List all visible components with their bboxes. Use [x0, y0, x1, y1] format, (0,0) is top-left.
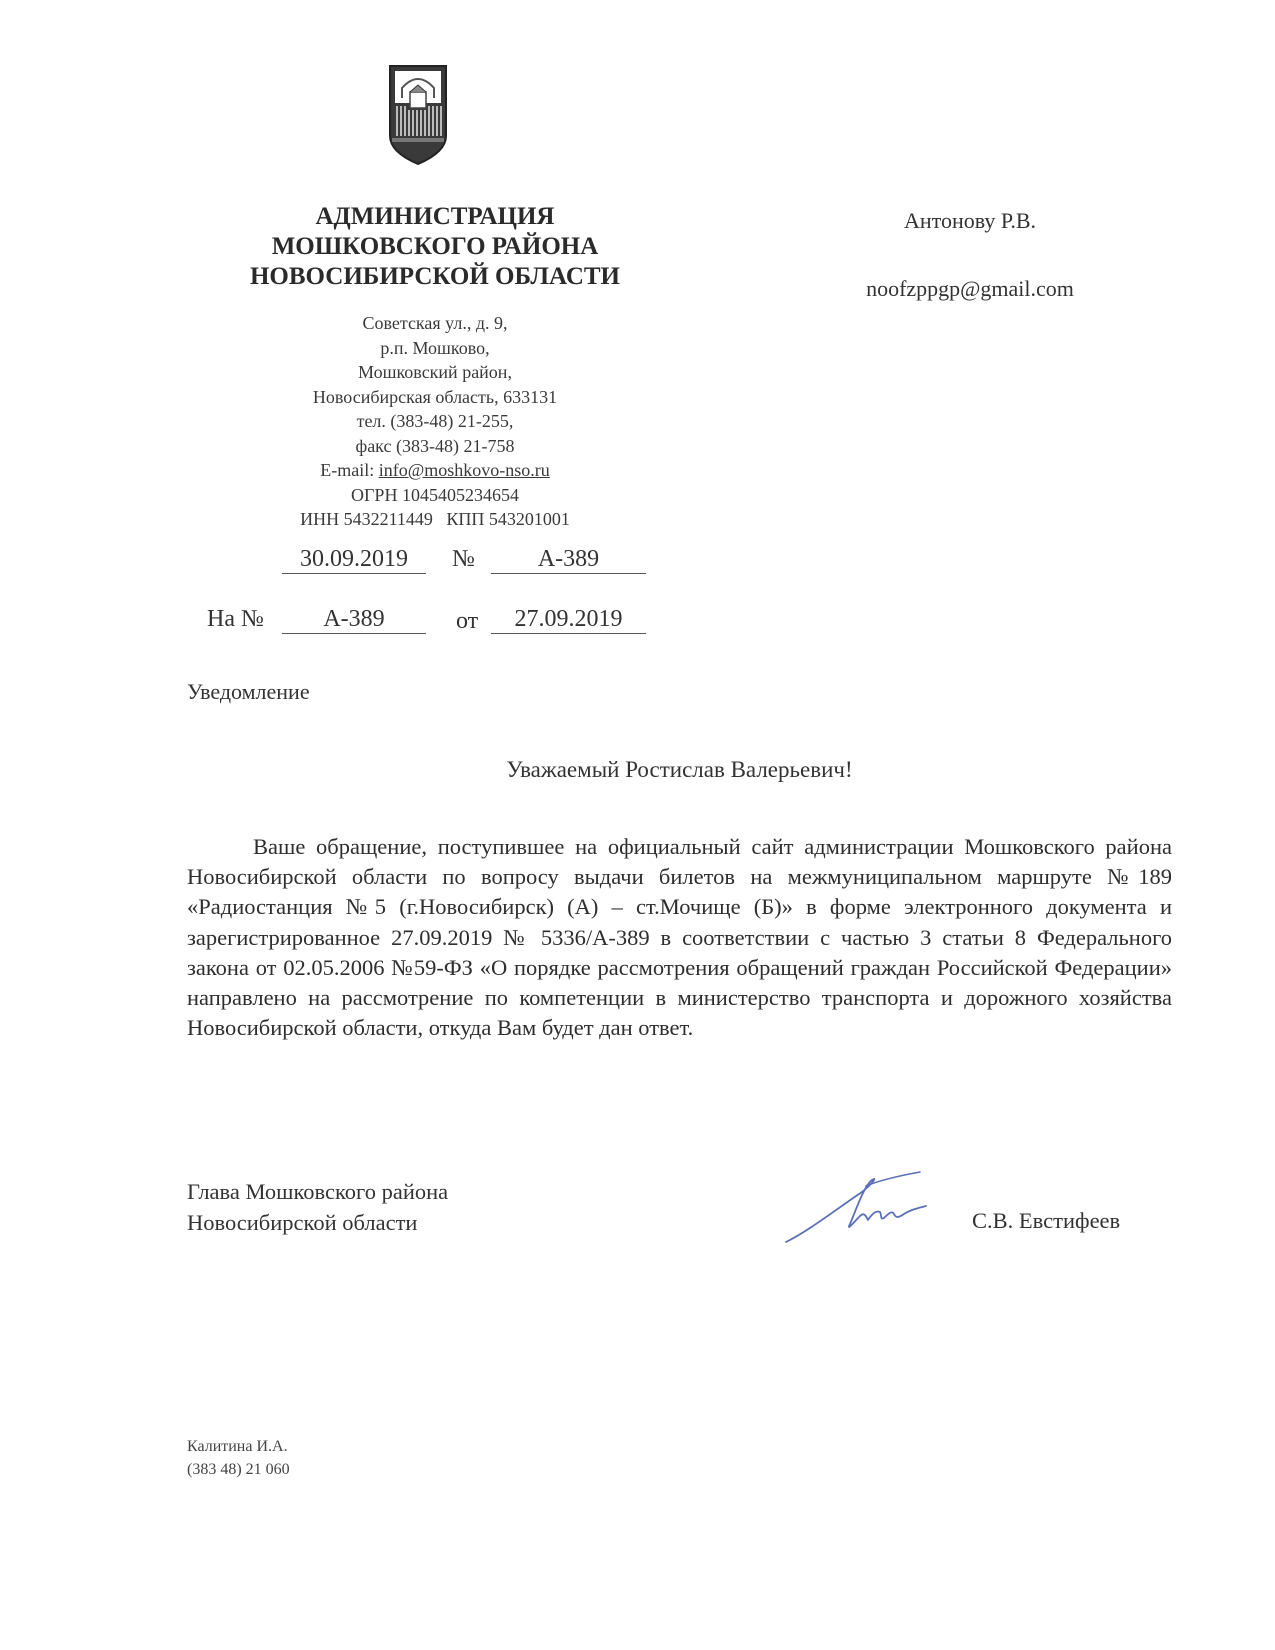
- email-label: E-mail:: [320, 460, 379, 480]
- address-line: Новосибирская область, 633131: [312, 386, 558, 407]
- organization-email-link[interactable]: info@moshkovo-nso.ru: [378, 460, 550, 480]
- email-line: [195, 458, 675, 483]
- outgoing-date: 30.09.2019: [282, 545, 426, 574]
- fax-line: факс (383-48) 21-758: [355, 435, 515, 456]
- org-name-line-1: АДМИНИСТРАЦИЯ: [315, 203, 555, 230]
- document-type: Уведомление: [187, 679, 310, 704]
- outgoing-number: А-389: [491, 545, 646, 574]
- address-line: р.п. Мошково,: [380, 337, 490, 358]
- org-name-line-3: НОВОСИБИРСКОЙ ОБЛАСТИ: [249, 263, 621, 290]
- reply-date: 27.09.2019: [491, 605, 646, 634]
- from-label: от: [456, 608, 479, 634]
- executor-phone: (383 48) 21 060: [187, 1461, 290, 1478]
- organization-name: [165, 202, 705, 292]
- addressee-name: Антонову Р.В.: [903, 208, 1037, 233]
- inn-kpp-line: ИНН 5432211449 КПП 543201001: [300, 509, 570, 529]
- signer-position-line-2: Новосибирской области: [187, 1210, 418, 1235]
- reply-number: А-389: [282, 605, 426, 634]
- signer-position: [187, 1176, 448, 1238]
- number-label: №: [452, 546, 475, 572]
- coat-of-arms-icon: [388, 64, 448, 166]
- addressee-email: noofzppgp@gmail.com: [866, 276, 1074, 301]
- executor-name: Калитина И.А.: [187, 1438, 288, 1455]
- address-line: Советская ул., д. 9,: [362, 313, 508, 333]
- handwritten-signature: [780, 1168, 940, 1250]
- signer-position-line-1: Глава Мошковского района: [187, 1179, 449, 1204]
- letter-body: Ваше обращение, поступившее на официальный сайт администрации Мошковского района Новосибирской области по вопросу выдачи билетов на межмуниципальном маршруте №189 «Радиостанция №5 (г.Новосибирск) (А) – ст.Мочище (Б)» в форме электронного документа и зарегистрированное 27.09.2019 № 5336/А-389 в соответствии с частью 3 статьи 8 Федерального закона от 02.05.2006 №59-ФЗ «О порядке рассмотрения обращений граждан Российской Федерации» направлено на рассмотрение по компетенции в министерство транспорта и дорожного хозяйства Новосибирской области, откуда Вам будет дан ответ.: [187, 834, 1172, 1041]
- address-line: Мошковский район,: [358, 362, 512, 382]
- reply-number-label: На №: [207, 606, 264, 632]
- organization-address: [195, 311, 675, 532]
- addressee-block: [820, 207, 1120, 303]
- ogrn-line: ОГРН 1045405234654: [351, 484, 519, 505]
- signer-name: С.В. Евстифеев: [972, 1208, 1121, 1233]
- org-name-line-2: МОШКОВСКОГО РАЙОНА: [271, 233, 599, 260]
- phone-line: тел. (383-48) 21-255,: [356, 411, 514, 431]
- salutation: Уважаемый Ростислав Валерьевич!: [506, 757, 853, 782]
- executor-block: [187, 1435, 290, 1481]
